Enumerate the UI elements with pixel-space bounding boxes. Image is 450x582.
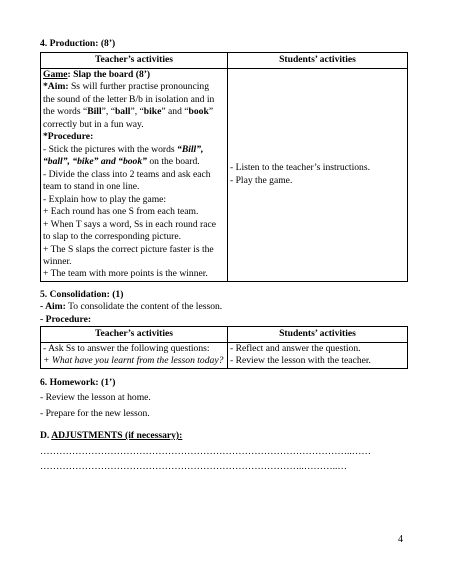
consolidation-teacher-1: - Ask Ss to answer the following questions:: [43, 342, 210, 354]
aim-line-1: *Aim: Ss will further practise pronouncing: [43, 81, 209, 93]
step-4: + Each round has one S from each team.: [43, 206, 199, 218]
adjustments-heading: D. ADJUSTMENTS (if necessary):: [40, 430, 183, 442]
students-activity-2: - Play the game.: [230, 174, 293, 186]
consolidation-students-2: - Review the lesson with the teacher.: [230, 355, 371, 367]
production-col-students: Students’ activities: [228, 53, 408, 68]
production-students-cell: [228, 68, 408, 281]
step-6-line-2: winner.: [43, 255, 72, 267]
aim-line-4: correctly but in a fun way.: [43, 118, 144, 130]
production-table: [40, 52, 408, 281]
students-activity-1: - Listen to the teacher’s instructions.: [230, 162, 370, 174]
consolidation-col-teacher: Teacher’s activities: [41, 327, 228, 342]
consolidation-table: [40, 326, 408, 368]
consolidation-content-row: [41, 342, 408, 368]
homework-item-2: - Prepare for the new lesson.: [40, 407, 150, 419]
step-2-line-2: team to stand in one line.: [43, 181, 140, 193]
consolidation-teacher-2: + What have you learnt from the lesson today?: [43, 355, 224, 367]
production-content-row: [41, 68, 408, 281]
aim-line-3: the words “Bill”, “ball”, “bike” and “book”: [43, 106, 214, 118]
page-number: 4: [398, 534, 403, 545]
homework-item-1: - Review the lesson at home.: [40, 392, 151, 404]
step-6-line-1: + The S slaps the correct picture faster is the: [43, 243, 214, 255]
lesson-plan-page: [40, 38, 408, 474]
consolidation-aim: - Aim: To consolidate the content of the lesson.: [40, 301, 223, 313]
step-5-line-2: to slap to the corresponding picture.: [43, 231, 182, 243]
production-teacher-cell: [41, 68, 228, 281]
step-3: - Explain how to play the game:: [43, 193, 167, 205]
aim-line-2: the sound of the letter B/b in isolation and in: [43, 93, 215, 105]
consolidation-heading: 5. Consolidation: (1): [40, 288, 124, 300]
consolidation-teacher-cell: [41, 342, 228, 368]
production-col-teacher: Teacher’s activities: [41, 53, 228, 68]
step-5-line-1: + When T says a word, Ss in each round race: [43, 218, 216, 230]
production-header-row: [41, 53, 408, 68]
adjustments-dots-1: ……………………………………………………………………………………..……: [40, 445, 371, 457]
consolidation-procedure-label: - Procedure:: [40, 313, 92, 325]
procedure-label: *Procedure:: [43, 131, 94, 143]
step-1-line-2: “ball”, “bike” and “book” on the board.: [43, 156, 200, 168]
consolidation-col-students: Students’ activities: [228, 327, 408, 342]
consolidation-header-row: [41, 327, 408, 342]
step-7: + The team with more points is the winner.: [43, 268, 208, 280]
step-1-line-1: - Stick the pictures with the words “Bill”,: [43, 143, 204, 155]
homework-heading: 6. Homework: (1’): [40, 376, 116, 388]
production-heading: 4. Production: (8’): [40, 38, 116, 49]
adjustments-dots-2: ………………………………………………………………………..………..…: [40, 461, 347, 473]
consolidation-students-cell: [228, 342, 408, 368]
step-2-line-1: - Divide the class into 2 teams and ask each: [43, 168, 211, 180]
game-title: Game: Slap the board (8’): [43, 68, 151, 80]
consolidation-students-1: - Reflect and answer the question.: [230, 342, 361, 354]
